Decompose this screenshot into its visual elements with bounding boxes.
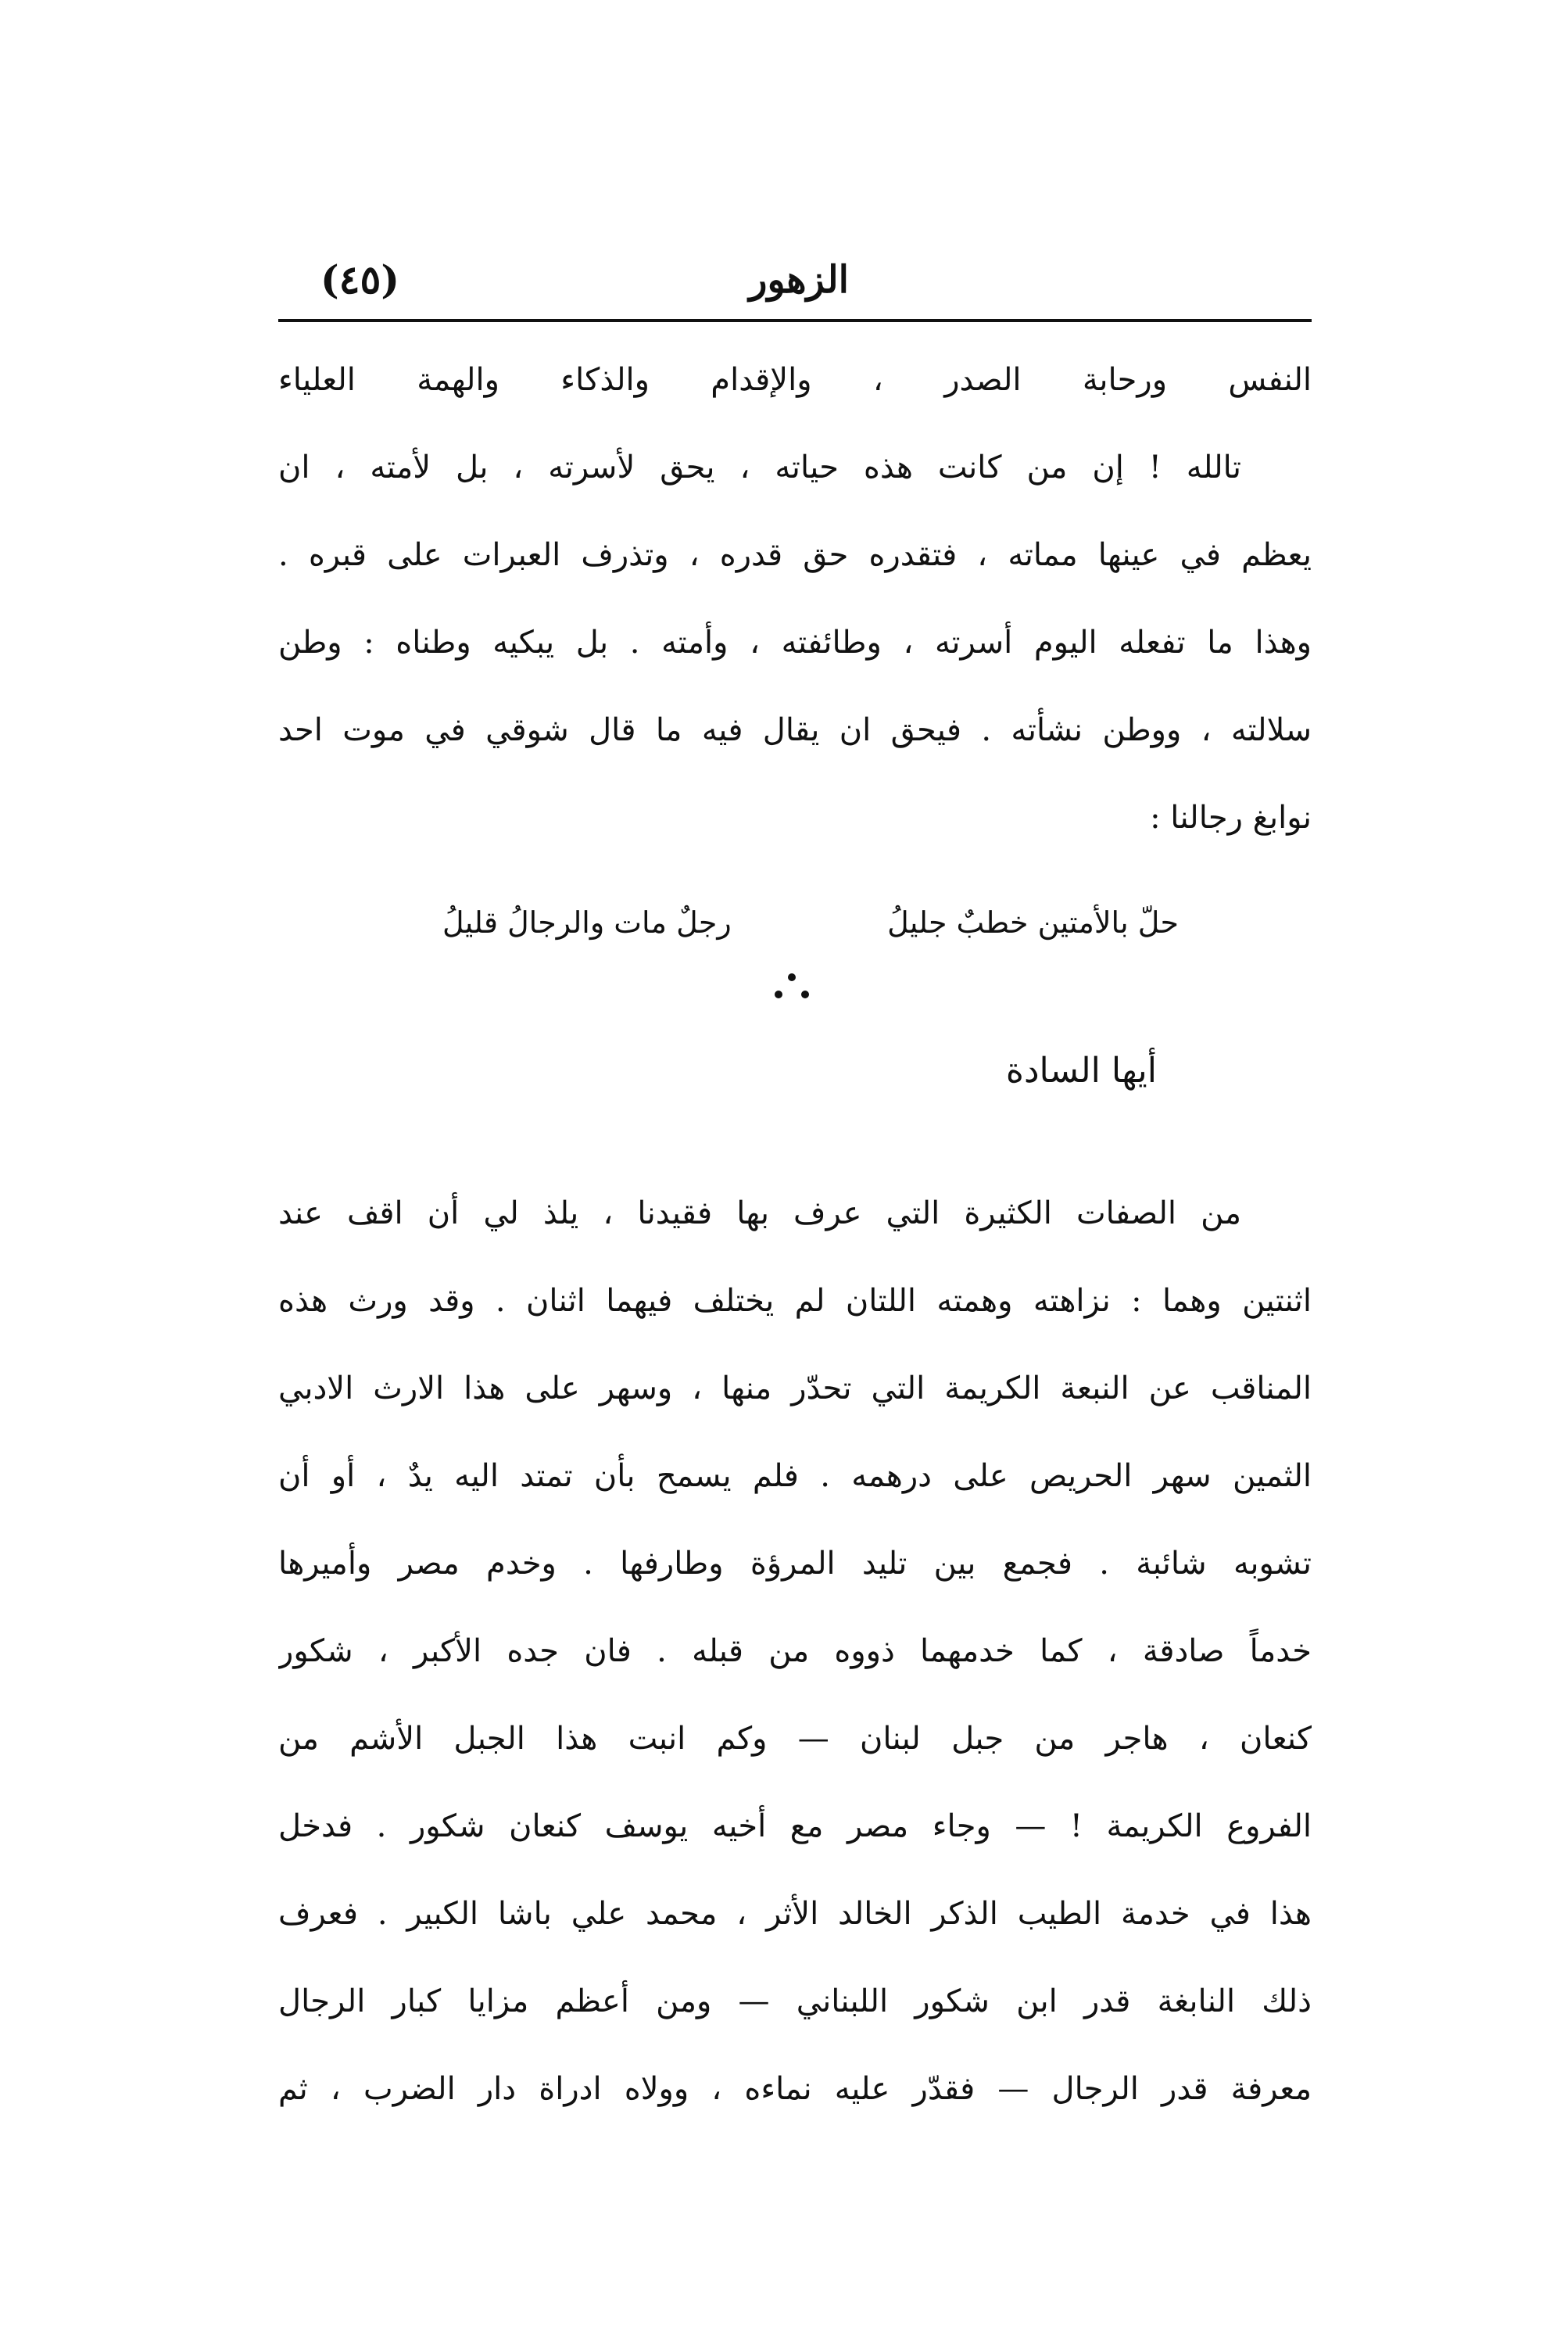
text-line: كنعان ، هاجر من جبل لبنان — وكم انبت هذا الجبل الأشم من xyxy=(278,1721,1312,1757)
paragraph-2 xyxy=(278,1170,1312,2133)
text-line: ذلك النابغة قدر ابن شكور اللبناني — ومن أعظم مزايا كبار الرجال xyxy=(278,1983,1312,2019)
page-header xyxy=(278,249,1310,311)
verse-line xyxy=(278,883,1312,962)
text-line: الثمين سهر الحريص على درهمه . فلم يسمح بأن تمتد اليه يدٌ ، أو أن xyxy=(278,1458,1312,1494)
text-line: اثنتين وهما : نزاهته وهمته اللتان لم يختلف فيهما اثنان . وقد ورث هذه xyxy=(278,1283,1312,1319)
three-dots-asterism-icon xyxy=(764,971,819,1002)
text-line: تشوبه شائبة . فجمع بين تليد المرؤة وطارفها . وخدم مصر وأميرها xyxy=(278,1546,1312,1582)
verse-second-hemistich: رجلٌ مات والرجالُ قليلُ xyxy=(442,905,732,940)
text-line: نوابغ رجالنا : xyxy=(1150,800,1312,836)
text-line: الفروع الكريمة ! — وجاء مصر مع أخيه يوسف كنعان شكور . فدخل xyxy=(278,1808,1312,1844)
page-number: (٤٥) xyxy=(320,256,400,303)
text-line: تالله ! إن من كانت هذه حياته ، يحق لأسرته ، بل لأمته ، ان xyxy=(278,450,1241,486)
paragraph-1 xyxy=(278,336,1312,862)
text-line: هذا في خدمة الطيب الذكر الخالد الأثر ، محمد علي باشا الكبير . فعرف xyxy=(278,1896,1312,1932)
header-rule xyxy=(278,319,1312,322)
text-line: يعظم في عينها مماته ، فتقدره حق قدره ، وتذرف العبرات على قبره . xyxy=(278,537,1312,573)
text-line: سلالته ، ووطن نشأته . فيحق ان يقال فيه ما قال شوقي في موت احد xyxy=(278,712,1312,748)
text-line: النفس ورحابة الصدر ، والإقدام والذكاء والهمة العلياء xyxy=(278,362,1312,398)
text-line: من الصفات الكثيرة التي عرف بها فقيدنا ، يلذ لي أن اقف عند xyxy=(278,1195,1241,1231)
running-title: الزهور xyxy=(749,258,849,302)
text-line: معرفة قدر الرجال — فقدّر عليه نماءه ، وولاه ادراة دار الضرب ، ثم xyxy=(278,2071,1312,2107)
text-line: وهذا ما تفعله اليوم أسرته ، وطائفته ، وأمته . بل يبكيه وطناه : وطن xyxy=(278,625,1312,661)
text-line: خدماً صادقة ، كما خدمهما ذووه من قبله . فان جده الأكبر ، شكور xyxy=(278,1633,1312,1669)
section-heading: أيها السادة xyxy=(1005,1051,1157,1091)
verse-first-hemistich: حلّ بالأمتين خطبٌ جليلُ xyxy=(887,905,1179,940)
text-line: المناقب عن النبعة الكريمة التي تحدّر منها ، وسهر على هذا الارث الادبي xyxy=(278,1371,1312,1406)
